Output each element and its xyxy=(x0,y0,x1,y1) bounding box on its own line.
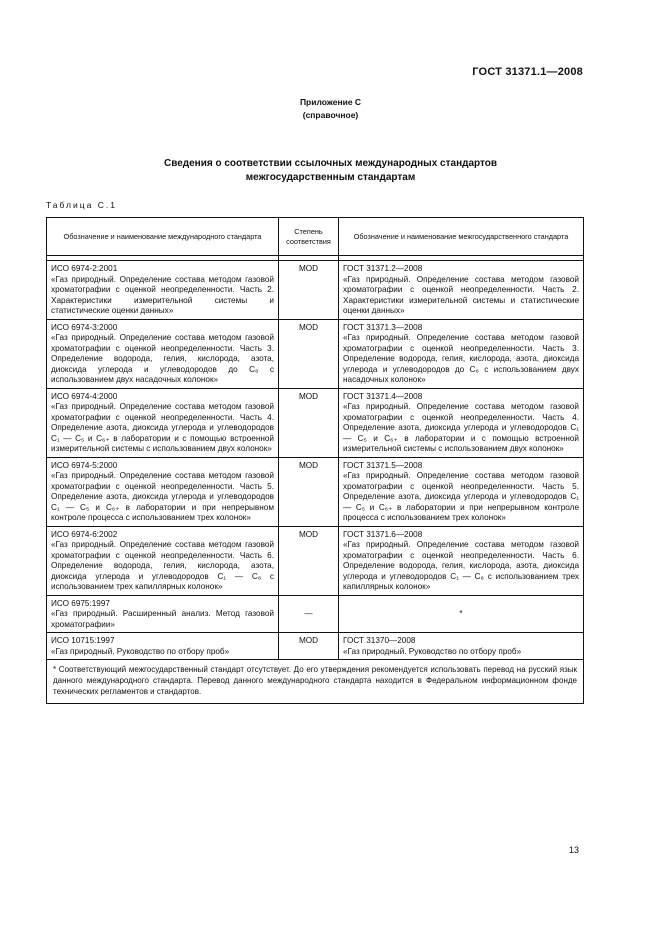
table-row xyxy=(47,457,584,526)
degree-cell: MOD xyxy=(279,261,339,320)
gost-standard-cell: ГОСТ 31371.3—2008 «Газ природный. Определение состава методом газовой хроматографии с оценкой неопределенности. Часть 3. Определение водорода, гелия, кислорода, азота, диоксида углерода и углеводородов до C₈ с использованием двух насадочных колонок» xyxy=(339,319,584,388)
gost-standard-cell: ГОСТ 31371.6—2008 «Газ природный. Определение состава методом газовой хроматографии с оценкой неопределенности. Часть 6. Определение водорода, гелия, кислорода, азота, диоксида углерода и углеводородов C₁ — C₈ с использованием трех капиллярных колонок» xyxy=(339,526,584,595)
table-label: Таблица С.1 xyxy=(46,200,117,210)
standard-designation: ГОСТ 31371.1—2008 xyxy=(472,66,583,78)
degree-cell: MOD xyxy=(279,457,339,526)
degree-cell: — xyxy=(279,595,339,633)
section-title xyxy=(0,157,661,185)
degree-cell: MOD xyxy=(279,319,339,388)
intl-standard-cell: ИСО 6974-4:2000 «Газ природный. Определение состава методом газовой хроматографии с оценкой неопределенности. Часть 4. Определение азота, диоксида углерода и углеводородов C₁ — C₅ и C₆₊ в лаборатории и с помощью встроенной измерительной системы с использованием двух колонок» xyxy=(47,388,279,457)
table-footnote-row xyxy=(47,660,584,704)
intl-standard-cell: ИСО 6974-2:2001 «Газ природный. Определение состава методом газовой хроматографии с оценкой неопределенности. Часть 2. Характеристики измерительной системы и статистические оценки данных» xyxy=(47,261,279,320)
correspondence-table xyxy=(46,217,584,704)
table-row xyxy=(47,261,584,320)
intl-standard-cell: ИСО 10715:1997 «Газ природный. Руководство по отбору проб» xyxy=(47,633,279,660)
table-row xyxy=(47,388,584,457)
section-title-line-2: межгосударственным стандартам xyxy=(245,172,416,183)
gost-standard-cell: ГОСТ 31371.5—2008 «Газ природный. Определение состава методом газовой хроматографии с оценкой неопределенности. Часть 5. Определение азота, диоксида углерода и углеводородов C₁ — C₅ и C₆₊ в лаборатории и при непрерывном контроле процесса с использованием трех колонок» xyxy=(339,457,584,526)
header-degree: Степень соответствия xyxy=(279,218,339,256)
gost-standard-cell: ГОСТ 31370—2008 «Газ природный. Руководство по отбору проб» xyxy=(339,633,584,660)
gost-standard-cell: ГОСТ 31371.2—2008 «Газ природный. Определение состава методом газовой хроматографии с оценкой неопределенности. Часть 2. Характеристики измерительной системы и статистические оценки данных» xyxy=(339,261,584,320)
annex-subtitle: (справочное) xyxy=(302,110,359,120)
annex-title: Приложение С xyxy=(299,97,362,107)
table-row xyxy=(47,526,584,595)
table-row xyxy=(47,319,584,388)
page-number: 13 xyxy=(569,845,580,855)
table-header-row xyxy=(47,218,584,256)
intl-standard-cell: ИСО 6975:1997 «Газ природный. Расширенный анализ. Метод газовой хроматографии» xyxy=(47,595,279,633)
intl-standard-cell: ИСО 6974-6:2002 «Газ природный. Определение состава методом газовой хроматографии с оценкой неопределенности. Часть 6. Определение водорода, гелия, кислорода, азота, диоксида углерода и углеводородов C₁ — C₈ с использованием трех капиллярных колонок» xyxy=(47,526,279,595)
degree-cell: MOD xyxy=(279,526,339,595)
intl-standard-cell: ИСО 6974-3:2000 «Газ природный. Определение состава методом газовой хроматографии с оценкой неопределенности. Часть 3. Определение водорода, гелия, кислорода, азота, диоксида углерода и углеводородов до C₈ с использованием двух насадочных колонок» xyxy=(47,319,279,388)
degree-cell: MOD xyxy=(279,388,339,457)
table-footnote: * Соответствующий межгосударственный стандарт отсутствует. До его утверждения рекомендуется использовать перевод на русский язык данного международного стандарта. Перевод данного международного стандарта находится в Федеральном информационном фонде технических регламентов и стандартов. xyxy=(47,660,584,704)
header-intl-standard: Обозначение и наименование международного стандарта xyxy=(47,218,279,256)
intl-standard-cell: ИСО 6974-5:2000 «Газ природный. Определение состава методом газовой хроматографии с оценкой неопределенности. Часть 5. Определение азота, диоксида углерода и углеводородов C₁ — C₅ и C₆₊ в лаборатории и при непрерывном контроле процесса с использованием трех колонок» xyxy=(47,457,279,526)
section-title-line-1: Сведения о соответствии ссылочных международных стандартов xyxy=(163,158,498,169)
gost-standard-cell: * xyxy=(339,595,584,633)
table-row xyxy=(47,595,584,633)
table-row xyxy=(47,633,584,660)
gost-standard-cell: ГОСТ 31371.4—2008 «Газ природный. Определение состава методом газовой хроматографии с оценкой неопределенности. Часть 4. Определение азота, диоксида углерода и углеводородов C₁ — C₅ и C₆₊ в лаборатории и с помощью встроенной измерительной системы с использованием двух колонок» xyxy=(339,388,584,457)
header-gost-standard: Обозначение и наименование межгосударственного стандарта xyxy=(339,218,584,256)
degree-cell: MOD xyxy=(279,633,339,660)
